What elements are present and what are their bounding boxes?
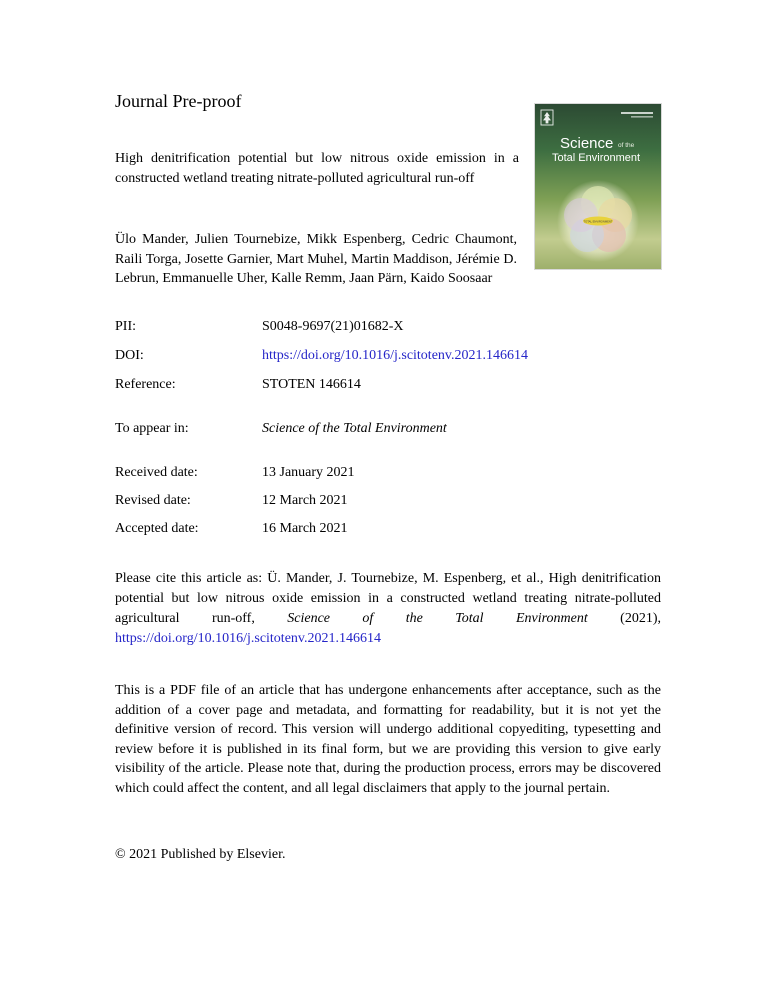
citation-text-after: (2021), xyxy=(587,611,662,626)
cover-journal-name-small: of the xyxy=(618,142,635,149)
meta-row-doi xyxy=(115,348,575,364)
citation-text-before: Please cite this article as: Ü. Mander, J. Tournebize, M. Espenberg, et al., High denitrification potential but low nitrous oxide emission in a constructed wetland treating nitrate-polluted agricultural run-off, xyxy=(115,571,661,626)
meta-row-pii xyxy=(115,319,575,335)
citation-paragraph xyxy=(115,569,661,649)
meta-value: S0048-9697(21)01682-X xyxy=(262,319,404,334)
journal-preproof-header: Journal Pre-proof xyxy=(115,91,242,111)
meta-value: STOTEN 146614 xyxy=(262,377,361,392)
meta-row-revised-date xyxy=(115,493,575,509)
cover-flower-graphic xyxy=(557,180,639,262)
cover-masthead-text-bar xyxy=(631,116,653,118)
meta-value-journal-name: Science of the Total Environment xyxy=(262,421,447,436)
doi-link[interactable]: https://doi.org/10.1016/j.scitotenv.2021.146614 xyxy=(262,348,528,363)
meta-value: 13 January 2021 xyxy=(262,465,355,480)
disclaimer-paragraph: This is a PDF file of an article that has undergone enhancements after acceptance, such as the addition of a cover page and metadata, and formatting for readability, but it is not yet the definitive version of record. This version will undergo additional copyediting, typesetting and review before it is published in its final form, but we are providing this version to give early visibility of the article. Please note that, during the production process, errors may be discovered which could affect the content, and all legal disclaimers that apply to the journal pertain. xyxy=(115,683,661,796)
cover-center-badge: TOTAL ENVIRONMENT xyxy=(583,220,613,224)
citation-doi-link[interactable]: https://doi.org/10.1016/j.scitotenv.2021.146614 xyxy=(115,631,381,646)
meta-label: DOI: xyxy=(115,348,144,363)
meta-value: 12 March 2021 xyxy=(262,493,348,508)
meta-label: Reference: xyxy=(115,377,176,392)
journal-cover-graphic xyxy=(535,104,661,269)
cover-journal-name-large: Science xyxy=(560,135,614,152)
meta-row-reference xyxy=(115,377,575,393)
meta-label: To appear in: xyxy=(115,421,189,436)
meta-value: 16 March 2021 xyxy=(262,521,348,536)
meta-row-received-date xyxy=(115,465,575,481)
citation-journal-name: Science of the Total Environment xyxy=(287,611,588,626)
meta-label: Received date: xyxy=(115,465,198,480)
meta-label: PII: xyxy=(115,319,136,334)
meta-row-to-appear-in xyxy=(115,421,575,437)
article-title: High denitrification potential but low nitrous oxide emission in a constructed wetland treating nitrate-polluted agricultural run-off xyxy=(115,151,519,186)
journal-cover xyxy=(535,104,661,269)
copyright-notice: © 2021 Published by Elsevier. xyxy=(115,847,286,862)
meta-label: Revised date: xyxy=(115,493,191,508)
meta-row-accepted-date xyxy=(115,521,575,537)
author-list: Ülo Mander, Julien Tournebize, Mikk Espenberg, Cedric Chaumont, Raili Torga, Josette Garnier, Mart Muhel, Martin Maddison, Jérémie D. Lebrun, Emmanuelle Uher, Kalle Remm, Jaan Pärn, Kaido Soosaar xyxy=(115,232,517,286)
meta-label: Accepted date: xyxy=(115,521,199,536)
cover-masthead-text-bar xyxy=(621,112,653,114)
cover-journal-name-line2: Total Environment xyxy=(552,152,641,164)
